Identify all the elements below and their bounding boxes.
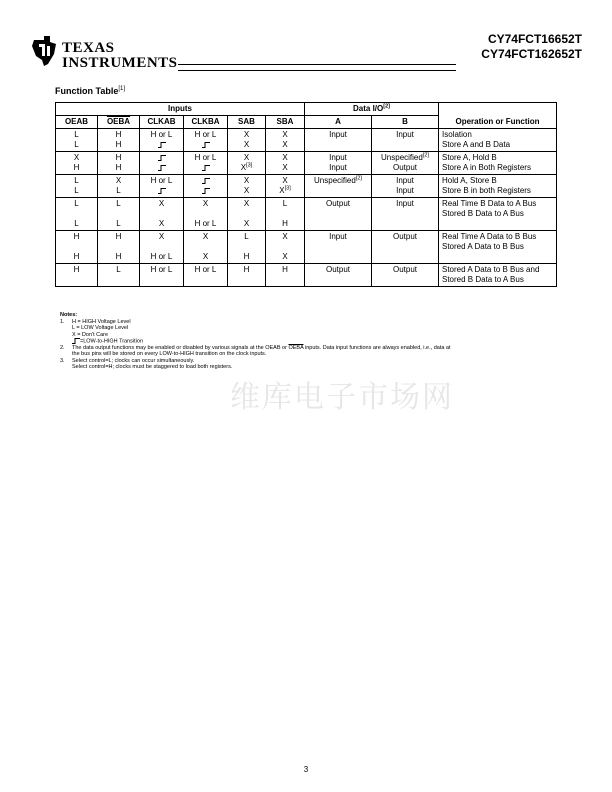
- cell-line: H or L: [194, 265, 217, 274]
- cell-line: H or L: [194, 130, 217, 139]
- cell-line: X: [158, 219, 165, 228]
- cell-line: H: [115, 252, 122, 261]
- cell-line: [101, 209, 136, 219]
- cell-line: [143, 186, 180, 196]
- table-cell: [266, 231, 305, 264]
- table-cell: [372, 264, 439, 287]
- cell-line: X: [243, 130, 250, 139]
- cell-line: H: [115, 140, 122, 149]
- notes-heading: Notes:: [60, 312, 78, 318]
- note-1-line: X = Don't Care: [72, 331, 109, 338]
- notes: [60, 312, 560, 371]
- cell-line: Input: [396, 186, 414, 195]
- cell-line: [187, 163, 224, 173]
- note-1-number: 1.: [60, 318, 65, 325]
- rising-edge-icon: [202, 142, 210, 148]
- function-table-title-ref: [1]: [118, 86, 126, 92]
- table-cell: [305, 175, 372, 198]
- cell-line: L: [116, 186, 121, 195]
- operation-cell: [439, 175, 557, 198]
- cell-line: X: [282, 130, 288, 139]
- table-cell: [305, 129, 372, 152]
- function-table: [55, 102, 557, 287]
- cell-line: X[3]: [240, 162, 253, 172]
- cell-line: H or L: [194, 219, 217, 228]
- table-cell: [266, 152, 305, 175]
- cell-line: X: [243, 140, 250, 149]
- cell-line: [231, 242, 262, 252]
- rising-edge-icon: [72, 338, 80, 344]
- table-cell: [372, 175, 439, 198]
- cell-line: X: [282, 140, 288, 149]
- cell-line: H: [115, 163, 122, 172]
- cell-line: [308, 186, 368, 196]
- col-oeba-text: OEBA: [106, 117, 131, 126]
- part-number-1: CY74FCT16652T: [487, 32, 582, 46]
- ti-logo: [30, 34, 180, 72]
- rising-edge-icon: [158, 188, 166, 194]
- cell-line: H: [243, 265, 250, 274]
- cell-line: Input: [396, 199, 414, 208]
- col-a: A: [305, 116, 372, 129]
- cell-line: X: [202, 252, 209, 261]
- table-cell: [56, 264, 98, 287]
- watermark: 维库电子市场网: [230, 380, 454, 415]
- part-numbers: [481, 32, 582, 62]
- operation-cell: [439, 198, 557, 231]
- cell-line: L: [74, 219, 79, 228]
- cell-line: Store A, Hold B: [442, 153, 497, 162]
- cell-line: H or L: [150, 252, 173, 261]
- table-cell: [372, 129, 439, 152]
- table-cell: [98, 152, 140, 175]
- table-cell: [56, 152, 98, 175]
- note-2-line: the bus pins will be stored on every LOW-to-HIGH transition on the clock inputs.: [72, 351, 267, 358]
- cell-line: L: [244, 232, 249, 241]
- cell-line: [143, 242, 180, 252]
- header-rule: [178, 64, 456, 71]
- note-2-text-a: The data output functions may be enabled or disabled by various signals at the OEAB or: [72, 344, 287, 351]
- cell-line: L: [74, 186, 79, 195]
- cell-line: Input: [396, 130, 414, 139]
- col-clkab: CLKAB: [140, 116, 184, 129]
- cell-line: Store A and B Data: [442, 140, 511, 149]
- col-oeab: OEAB: [56, 116, 98, 129]
- note-2: [60, 345, 560, 358]
- note-1-line: [72, 338, 560, 345]
- cell-line: Output: [392, 265, 417, 274]
- cell-line: X: [282, 176, 288, 185]
- cell-line: L: [116, 219, 121, 228]
- cell-line: [375, 252, 435, 262]
- operation-cell: [439, 264, 557, 287]
- rising-edge-icon: [202, 188, 210, 194]
- cell-line: Output: [325, 265, 350, 274]
- cell-line: L: [116, 265, 121, 274]
- operation-cell: [439, 152, 557, 175]
- cell-line: X: [243, 186, 250, 195]
- function-table-title: [55, 86, 125, 96]
- cell-line: Input: [329, 232, 347, 241]
- cell-line: Output: [392, 232, 417, 241]
- table-cell: [98, 175, 140, 198]
- table-cell: [140, 231, 184, 264]
- table-cell: [184, 152, 228, 175]
- cell-line: [375, 140, 435, 150]
- cell-line: X: [115, 176, 122, 185]
- table-cell: [184, 198, 228, 231]
- table-cell: [56, 175, 98, 198]
- note-2-oeba: OEBA: [288, 344, 304, 351]
- cell-line: [187, 209, 224, 219]
- cell-line: [375, 219, 435, 229]
- cell-line: Stored A Data to B Bus: [442, 242, 524, 251]
- cell-line: Real Time A Data to B Bus: [442, 232, 537, 241]
- table-cell: [140, 175, 184, 198]
- note-3: [60, 358, 560, 371]
- rising-edge-icon: [202, 165, 210, 171]
- cell-line: X: [73, 153, 80, 162]
- table-cell: [228, 152, 266, 175]
- table-cell: [266, 264, 305, 287]
- cell-line: H or L: [150, 130, 173, 139]
- cell-line: Input: [329, 153, 347, 162]
- table-cell: [184, 129, 228, 152]
- cell-line: Unspecified[2]: [314, 175, 362, 185]
- cell-line: [187, 242, 224, 252]
- cell-line: [308, 252, 368, 262]
- operation-cell: [439, 129, 557, 152]
- table-row: [56, 152, 557, 175]
- data-io-header-text: Data I/O: [353, 104, 384, 113]
- cell-line: [187, 176, 224, 186]
- table-row: [56, 175, 557, 198]
- cell-line: [59, 209, 94, 219]
- table-cell: [184, 264, 228, 287]
- cell-line: X: [202, 232, 209, 241]
- cell-line: [269, 209, 301, 219]
- cell-line: X: [243, 219, 250, 228]
- table-cell: [228, 231, 266, 264]
- table-cell: [372, 152, 439, 175]
- cell-line: [375, 242, 435, 252]
- col-sab: SAB: [228, 116, 266, 129]
- table-cell: [305, 231, 372, 264]
- cell-line: [308, 209, 368, 219]
- rising-edge-icon: [158, 155, 166, 161]
- data-io-header-ref: [2]: [383, 103, 390, 110]
- operation-cell: [439, 231, 557, 264]
- cell-line: Unspecified[2]: [381, 152, 429, 162]
- cell-line: X: [282, 163, 288, 172]
- cell-line: X[3]: [279, 185, 291, 195]
- cell-line: Stored B Data to A Bus: [442, 275, 524, 284]
- table-cell: [56, 129, 98, 152]
- cell-line: Hold A, Store B: [442, 176, 497, 185]
- note-3-line: Select control=L; clocks can occur simultaneously.: [72, 357, 195, 364]
- cell-line: L: [74, 130, 79, 139]
- cell-line: H: [243, 252, 250, 261]
- cell-line: X: [243, 176, 250, 185]
- cell-line: H: [73, 232, 80, 241]
- cell-line: X: [243, 199, 250, 208]
- rising-edge-icon: [202, 178, 210, 184]
- table-cell: [305, 198, 372, 231]
- note-1-line: H = HIGH Voltage Level: [72, 318, 131, 325]
- cell-line: Store B in both Registers: [442, 186, 531, 195]
- cell-line: H: [282, 219, 288, 228]
- cell-line: Stored A Data to B Bus and: [442, 265, 540, 274]
- table-row: [56, 129, 557, 152]
- table-cell: [372, 198, 439, 231]
- cell-line: X: [202, 199, 209, 208]
- table-cell: [305, 264, 372, 287]
- table-cell: [98, 264, 140, 287]
- table-cell: [56, 231, 98, 264]
- cell-line: H: [115, 130, 122, 139]
- cell-line: H or L: [150, 176, 173, 185]
- cell-line: L: [74, 176, 79, 185]
- ti-logo-icon: [30, 34, 60, 68]
- cell-line: L: [282, 199, 288, 208]
- cell-line: X: [158, 199, 165, 208]
- table-cell: [266, 129, 305, 152]
- cell-line: [231, 209, 262, 219]
- cell-line: L: [74, 140, 79, 149]
- cell-line: Real Time B Data to A Bus: [442, 199, 537, 208]
- operation-header: Operation or Function: [439, 103, 557, 129]
- note-3-number: 3.: [60, 357, 65, 364]
- table-cell: [98, 231, 140, 264]
- cell-line: [101, 242, 136, 252]
- cell-line: Stored B Data to A Bus: [442, 209, 524, 218]
- cell-line: [308, 140, 368, 150]
- cell-line: [375, 209, 435, 219]
- cell-line: [59, 242, 94, 252]
- cell-line: [143, 163, 180, 173]
- table-cell: [372, 231, 439, 264]
- rising-edge-icon: [158, 142, 166, 148]
- col-clkba: CLKBA: [184, 116, 228, 129]
- inputs-header: Inputs: [56, 103, 305, 116]
- cell-line: X: [282, 252, 288, 261]
- table-row: [56, 198, 557, 231]
- table-cell: [184, 175, 228, 198]
- part-number-2: CY74FCT162652T: [481, 47, 582, 61]
- table-cell: [140, 264, 184, 287]
- cell-line: X: [243, 153, 250, 162]
- note-1-edge-text: =LOW-to-HIGH Transition: [80, 338, 144, 345]
- table-cell: [228, 198, 266, 231]
- cell-line: Output: [392, 163, 417, 172]
- col-sba: SBA: [266, 116, 305, 129]
- table-cell: [305, 152, 372, 175]
- note-2-number: 2.: [60, 344, 65, 351]
- cell-line: [143, 153, 180, 163]
- cell-line: H: [73, 163, 80, 172]
- note-2-text-b: inputs. Data input functions are always enabled, i.e., data at: [304, 344, 451, 351]
- table-cell: [228, 175, 266, 198]
- table-row: [56, 264, 557, 287]
- table-cell: [228, 129, 266, 152]
- cell-line: L: [74, 199, 79, 208]
- cell-line: Store A in Both Registers: [442, 163, 531, 172]
- logo-text-instruments: INSTRUMENTS: [62, 55, 178, 71]
- cell-line: X: [282, 153, 288, 162]
- cell-line: [308, 219, 368, 229]
- cell-line: H: [115, 153, 122, 162]
- cell-line: H: [115, 232, 122, 241]
- note-1: [60, 319, 560, 345]
- cell-line: H: [73, 265, 80, 274]
- table-cell: [266, 175, 305, 198]
- note-3-line: Select control=H; clocks must be staggered to load both registers.: [72, 364, 233, 371]
- table-cell: [56, 198, 98, 231]
- cell-line: H or L: [194, 153, 217, 162]
- table-cell: [266, 198, 305, 231]
- cell-line: [308, 242, 368, 252]
- cell-line: [269, 242, 301, 252]
- cell-line: X: [158, 232, 165, 241]
- cell-line: H: [282, 265, 288, 274]
- table-cell: [98, 129, 140, 152]
- note-1-line: L = LOW Voltage Level: [72, 325, 129, 331]
- cell-line: [143, 209, 180, 219]
- col-b: B: [372, 116, 439, 129]
- page-header: [30, 30, 582, 74]
- table-row: [56, 231, 557, 264]
- page-number: 3: [303, 765, 309, 774]
- cell-line: H: [73, 252, 80, 261]
- function-table-title-text: Function Table: [55, 86, 119, 96]
- cell-line: Input: [396, 176, 414, 185]
- cell-line: Output: [325, 199, 350, 208]
- data-io-header: [305, 103, 439, 116]
- cell-line: [143, 140, 180, 150]
- logo-text-texas: TEXAS: [62, 40, 115, 56]
- cell-line: X: [282, 232, 288, 241]
- table-cell: [184, 231, 228, 264]
- table-cell: [140, 152, 184, 175]
- col-oeba: [98, 116, 140, 129]
- table-cell: [228, 264, 266, 287]
- rising-edge-icon: [158, 165, 166, 171]
- table-cell: [140, 129, 184, 152]
- cell-line: [187, 140, 224, 150]
- cell-line: [187, 186, 224, 196]
- cell-line: L: [116, 199, 121, 208]
- cell-line: H or L: [150, 265, 173, 274]
- table-cell: [98, 198, 140, 231]
- table-cell: [140, 198, 184, 231]
- cell-line: Input: [329, 130, 347, 139]
- cell-line: Input: [329, 163, 347, 172]
- cell-line: Isolation: [442, 130, 472, 139]
